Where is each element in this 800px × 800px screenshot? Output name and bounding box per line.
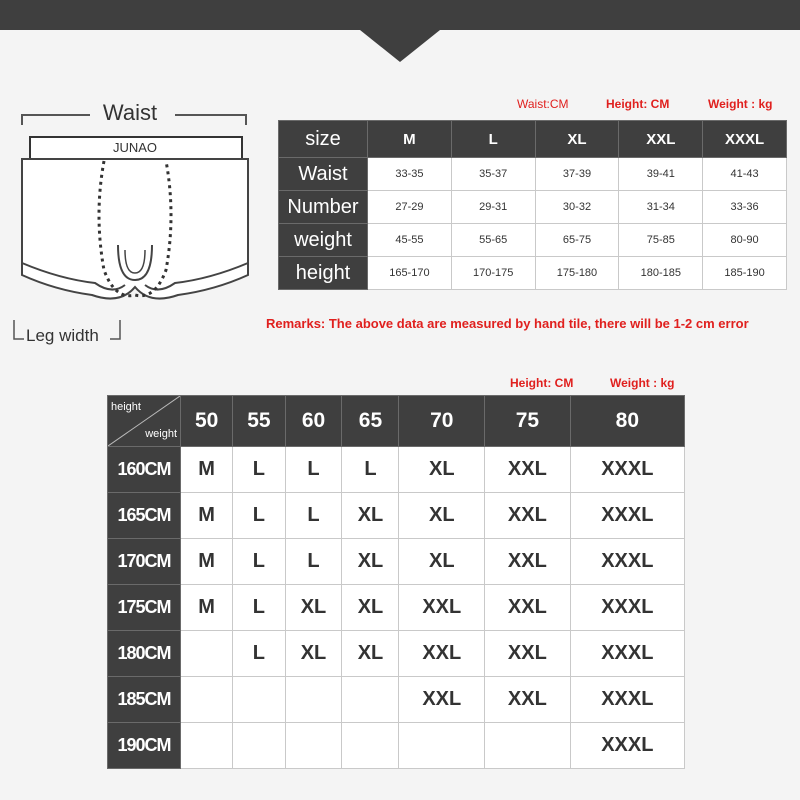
- size-cell: 27-29: [368, 191, 452, 224]
- fit-cell: [233, 723, 285, 769]
- leg-width-label: Leg width: [26, 326, 99, 345]
- fit-height-unit-label: Height: CM: [510, 376, 574, 390]
- row-label: Waist: [279, 158, 368, 191]
- fit-cell: XXL: [399, 631, 485, 677]
- fit-weight-unit-label: Weight : kg: [610, 376, 675, 390]
- size-row-weight: [279, 224, 787, 257]
- fit-cell: L: [233, 539, 285, 585]
- fit-cell: XL: [399, 447, 485, 493]
- weight-unit-label: Weight : kg: [708, 97, 773, 111]
- fit-cell: M: [181, 493, 233, 539]
- size-cell: 75-85: [619, 224, 703, 257]
- fit-cell: XXXL: [570, 447, 684, 493]
- fit-cell: L: [233, 447, 285, 493]
- briefs-drawing: [0, 95, 270, 355]
- size-cell: 33-35: [368, 158, 452, 191]
- size-corner-cell: size: [279, 121, 368, 158]
- height-label: 180CM: [108, 631, 181, 677]
- size-cell: 35-37: [451, 158, 535, 191]
- fit-cell: [181, 631, 233, 677]
- fit-cell: XXXL: [570, 539, 684, 585]
- fit-cell: L: [285, 493, 342, 539]
- size-cell: 80-90: [703, 224, 787, 257]
- height-label: 190CM: [108, 723, 181, 769]
- fit-cell: XXL: [399, 677, 485, 723]
- weight-header-cell: 65: [342, 396, 399, 447]
- size-row-waist: [279, 158, 787, 191]
- row-label: height: [279, 257, 368, 290]
- fit-row-165: [108, 493, 685, 539]
- fit-cell: [285, 677, 342, 723]
- top-banner-bar: [0, 0, 800, 30]
- height-label: 175CM: [108, 585, 181, 631]
- fit-cell: L: [233, 585, 285, 631]
- fit-cell: XXL: [485, 447, 571, 493]
- weight-header-cell: 70: [399, 396, 485, 447]
- fit-row-175: [108, 585, 685, 631]
- size-cell: 165-170: [368, 257, 452, 290]
- size-cell: 39-41: [619, 158, 703, 191]
- brand-label: JUNAO: [112, 140, 158, 155]
- size-header-cell: XXL: [619, 121, 703, 158]
- fit-row-170: [108, 539, 685, 585]
- fit-cell: L: [285, 539, 342, 585]
- weight-header-cell: 80: [570, 396, 684, 447]
- fit-cell: [342, 677, 399, 723]
- fit-chart-table: [107, 395, 685, 769]
- fit-cell: XXXL: [570, 493, 684, 539]
- size-cell: 185-190: [703, 257, 787, 290]
- size-cell: 55-65: [451, 224, 535, 257]
- fit-row-185: [108, 677, 685, 723]
- corner-weight-label: weight: [145, 428, 177, 440]
- row-label: weight: [279, 224, 368, 257]
- fit-cell: XXL: [485, 677, 571, 723]
- fit-cell: L: [285, 447, 342, 493]
- size-cell: 31-34: [619, 191, 703, 224]
- fit-row-190: [108, 723, 685, 769]
- fit-cell: [485, 723, 571, 769]
- height-label: 165CM: [108, 493, 181, 539]
- size-header-cell: M: [368, 121, 452, 158]
- fit-cell: XXXL: [570, 677, 684, 723]
- fit-corner-cell: [108, 396, 181, 447]
- size-cell: 41-43: [703, 158, 787, 191]
- weight-header-cell: 50: [181, 396, 233, 447]
- fit-cell: XXXL: [570, 723, 684, 769]
- fit-cell: XXL: [399, 585, 485, 631]
- fit-cell: [181, 677, 233, 723]
- size-cell: 65-75: [535, 224, 619, 257]
- fit-cell: M: [181, 447, 233, 493]
- fit-cell: [233, 677, 285, 723]
- fit-cell: L: [233, 493, 285, 539]
- size-header-cell: XL: [535, 121, 619, 158]
- row-label: Number: [279, 191, 368, 224]
- fit-cell: L: [342, 447, 399, 493]
- size-cell: 37-39: [535, 158, 619, 191]
- fit-cell: L: [233, 631, 285, 677]
- fit-cell: XXL: [485, 539, 571, 585]
- fit-cell: [181, 723, 233, 769]
- fit-cell: XL: [342, 539, 399, 585]
- fit-cell: XXL: [485, 585, 571, 631]
- weight-header-cell: 60: [285, 396, 342, 447]
- size-cell: 170-175: [451, 257, 535, 290]
- fit-cell: XL: [399, 539, 485, 585]
- size-cell: 175-180: [535, 257, 619, 290]
- fit-cell: XL: [399, 493, 485, 539]
- fit-header-row: [108, 396, 685, 447]
- height-label: 170CM: [108, 539, 181, 585]
- fit-cell: XL: [342, 631, 399, 677]
- fit-cell: M: [181, 585, 233, 631]
- size-cell: 33-36: [703, 191, 787, 224]
- fit-cell: [285, 723, 342, 769]
- fit-cell: [342, 723, 399, 769]
- size-cell: 180-185: [619, 257, 703, 290]
- fit-cell: XXL: [485, 631, 571, 677]
- fit-cell: M: [181, 539, 233, 585]
- size-row-number: [279, 191, 787, 224]
- fit-row-180: [108, 631, 685, 677]
- size-header-row: [279, 121, 787, 158]
- size-cell: 30-32: [535, 191, 619, 224]
- fit-cell: XL: [342, 493, 399, 539]
- fit-cell: XL: [285, 631, 342, 677]
- fit-cell: XL: [285, 585, 342, 631]
- height-unit-label: Height: CM: [606, 97, 670, 111]
- weight-header-cell: 75: [485, 396, 571, 447]
- fit-cell: XL: [342, 585, 399, 631]
- fit-cell: XXXL: [570, 585, 684, 631]
- size-chart-table: [278, 120, 787, 290]
- underwear-illustration: [0, 95, 270, 355]
- fit-cell: XXL: [485, 493, 571, 539]
- size-header-cell: L: [451, 121, 535, 158]
- size-cell: 45-55: [368, 224, 452, 257]
- size-row-height: [279, 257, 787, 290]
- height-label: 160CM: [108, 447, 181, 493]
- fit-row-160: [108, 447, 685, 493]
- height-label: 185CM: [108, 677, 181, 723]
- fit-cell: [399, 723, 485, 769]
- waist-unit-label: Waist:CM: [517, 97, 569, 111]
- remarks-text: Remarks: The above data are measured by hand tile, there will be 1-2 cm error: [266, 316, 749, 331]
- waist-label: Waist: [102, 100, 158, 125]
- corner-height-label: height: [111, 401, 141, 413]
- weight-header-cell: 55: [233, 396, 285, 447]
- top-banner-notch: [360, 30, 440, 62]
- fit-cell: XXXL: [570, 631, 684, 677]
- size-cell: 29-31: [451, 191, 535, 224]
- size-header-cell: XXXL: [703, 121, 787, 158]
